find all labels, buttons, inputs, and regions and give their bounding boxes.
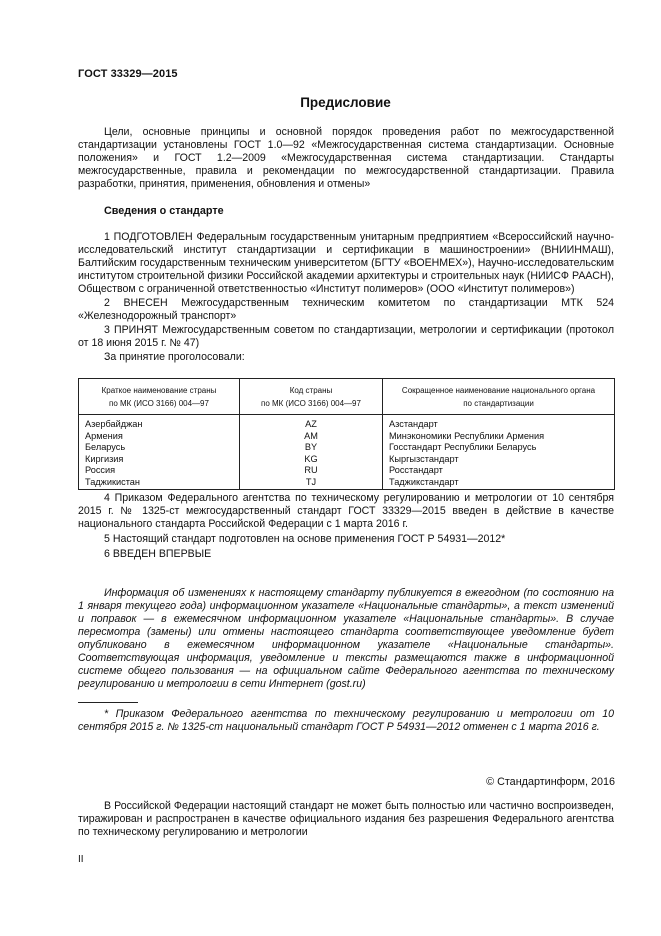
cell-code: RU — [240, 465, 383, 477]
info-item-1: 1 ПОДГОТОВЛЕН Федеральным государственным унитарным предприятием «Всероссийский научно-исследовательский институт стандартизации и сертификации в машиностроении» (ВНИИНМАШ), Балтийским государственным техническим университетом (БГТУ «ВОЕНМЕХ»), Научно-исследовательским институтом строительной физики Российской академии архитектуры и строительных наук (НИИСФ РААСН), Обществом с ограниченной ответственностью «Институт полимеров» (ООО «Институт полимеров») — [78, 231, 614, 295]
cell-code: AM — [240, 431, 383, 443]
cell-country: Таджикистан — [79, 477, 240, 490]
cell-code: TJ — [240, 477, 383, 490]
page-number: II — [78, 854, 84, 865]
voting-table — [78, 378, 615, 490]
page-title: Предисловие — [300, 95, 391, 110]
intro-paragraph: Цели, основные принципы и основной порядок проведения работ по межгосударственной стандартизации установлены ГОСТ 1.0—92 «Межгосударственная система стандартизации. Основные положения» и ГОСТ 1.2—2009 «Межгосударственная система стандартизации. Стандарты межгосударственные, правила и рекомендации по межгосударственной стандартизации. Правила разработки, принятия, применения, обновления и отмены» — [78, 126, 614, 190]
header-line: Код страны — [289, 385, 333, 395]
amendments-notice-text: Информация об изменениях к настоящему стандарту публикуется в ежегодном (по состоянию на 1 января текущего года) информационном указателе «Национальные стандарты», а текст изменений и поправок — в ежемесячном информационном указателе «Национальные стандарты». В случае пересмотра (замены) или отмены настоящего стандарта соответствующее уведомление будет опубликовано в ежемесячном информационном указателе «Национальные стандарты». Соответствующая информация, уведомление и тексты размещаются также в информационной системе общего пользования — на официальном сайте Федерального агентства по техническому регулированию и метрологии в сети Интернет (gost.ru) — [78, 587, 614, 690]
column-header-code — [240, 379, 383, 415]
table-row — [79, 454, 615, 466]
header-line: по МК (ИСО 3166) 004—97 — [261, 398, 361, 408]
legal-notice-text: В Российской Федерации настоящий стандарт не может быть полностью или частично воспроизведен, тиражирован и распространен в качестве официального издания без разрешения Федерального агентства по техническому регулированию и метрологии — [78, 800, 614, 838]
info-item-3: 3 ПРИНЯТ Межгосударственным советом по стандартизации, метрологии и сертификации (протокол от 18 июня 2015 г. № 47) — [78, 324, 614, 349]
standard-info-section — [78, 231, 614, 364]
footnote-text: * Приказом Федерального агентства по техническому регулированию и метрологии от 10 сентября 2015 г. № 1325-ст национальный стандарт ГОСТ Р 54931—2012 отменен с 1 марта 2016 г. — [78, 708, 614, 733]
column-header-country — [79, 379, 240, 415]
footnote — [78, 708, 614, 734]
cell-body: Росстандарт — [383, 465, 615, 477]
standard-info-heading: Сведения о стандарте — [104, 205, 224, 217]
cell-body: Азстандарт — [383, 415, 615, 431]
header-line: Сокращенное наименование национального органа — [401, 385, 596, 395]
cell-body: Таджикстандарт — [383, 477, 615, 490]
info-item-2: 2 ВНЕСЕН Межгосударственным техническим комитетом по стандартизации МТК 524 «Железнодорожный транспорт» — [78, 297, 614, 322]
cell-country: Беларусь — [79, 442, 240, 454]
info-item-5: 5 Настоящий стандарт подготовлен на основе применения ГОСТ Р 54931—2012* — [104, 533, 506, 545]
header-line: по МК (ИСО 3166) 004—97 — [109, 398, 209, 408]
legal-notice — [78, 800, 614, 839]
amendments-notice — [78, 587, 614, 691]
table-row — [79, 415, 615, 431]
info-item-4: 4 Приказом Федерального агентства по техническому регулированию и метрологии от 10 сентября 2015 г. № 1325-ст межгосударственный стандарт ГОСТ 33329—2015 введен в действие в качестве национального стандарта Российской Федерации с 1 марта 2016 г. — [78, 492, 614, 530]
document-id: ГОСТ 33329—2015 — [78, 68, 178, 80]
cell-body: Госстандарт Республики Беларусь — [383, 442, 615, 454]
cell-country: Киргизия — [79, 454, 240, 466]
column-header-body — [383, 379, 615, 415]
cell-body: Кыргызстандарт — [383, 454, 615, 466]
header-line: Краткое наименование страны — [101, 385, 217, 395]
standard-info-continued — [78, 492, 614, 561]
table-row — [79, 465, 615, 477]
cell-code: BY — [240, 442, 383, 454]
table-row — [79, 477, 615, 490]
cell-country: Азербайджан — [79, 415, 240, 431]
intro-section — [78, 126, 614, 191]
cell-code: AZ — [240, 415, 383, 431]
table-row — [79, 431, 615, 443]
voted-label: За принятие проголосовали: — [104, 351, 245, 363]
cell-country: Россия — [79, 465, 240, 477]
cell-body: Минэкономики Республики Армения — [383, 431, 615, 443]
info-item-6: 6 ВВЕДЕН ВПЕРВЫЕ — [104, 548, 212, 560]
header-line: по стандартизации — [463, 398, 534, 408]
table-header-row — [79, 379, 615, 415]
table-row — [79, 442, 615, 454]
cell-country: Армения — [79, 431, 240, 443]
cell-code: KG — [240, 454, 383, 466]
copyright-notice: © Стандартинформ, 2016 — [486, 776, 615, 788]
footnote-divider — [78, 702, 138, 703]
